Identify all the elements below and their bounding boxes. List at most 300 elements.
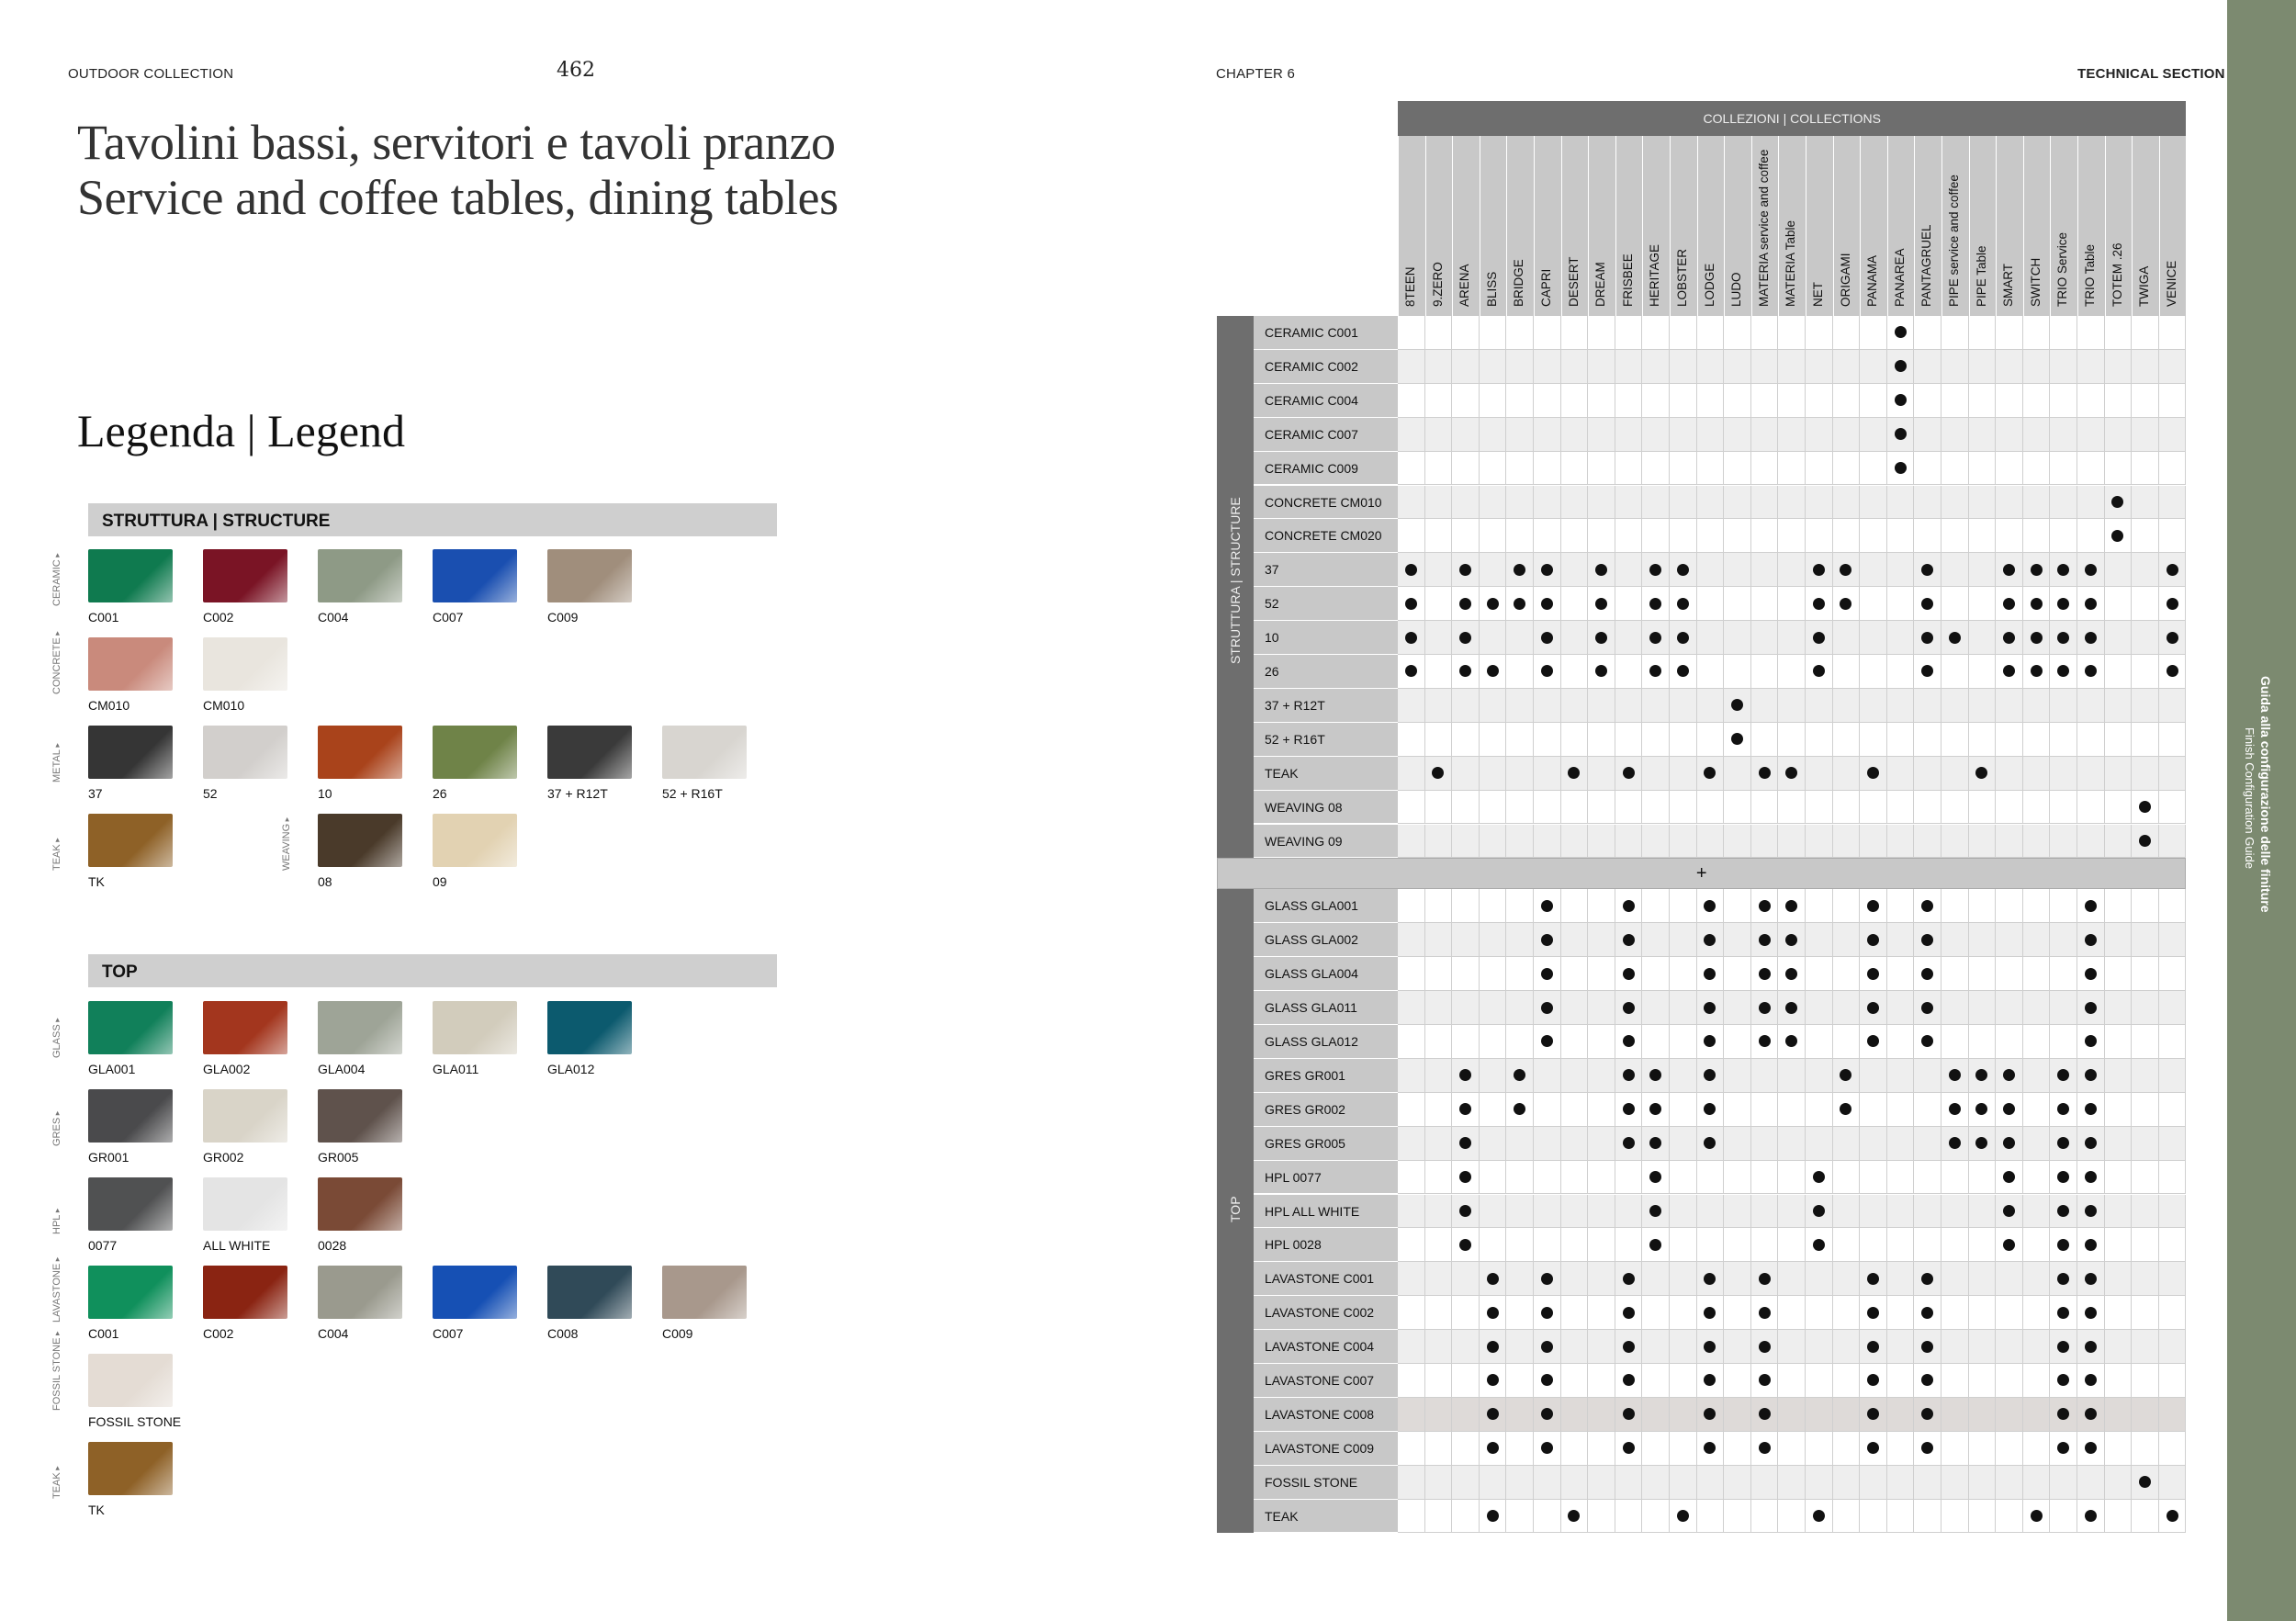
matrix-cell	[1778, 1262, 1806, 1296]
matrix-cell	[1724, 1466, 1751, 1500]
matrix-cell	[1996, 587, 2023, 621]
matrix-cell	[1833, 1296, 1861, 1330]
matrix-cell	[1452, 316, 1480, 350]
matrix-cell	[1778, 621, 1806, 655]
matrix-cell	[2023, 957, 2051, 991]
matrix-cell	[2077, 1127, 2105, 1161]
row-label: HPL ALL WHITE	[1254, 1195, 1398, 1229]
availability-dot	[1867, 1442, 1879, 1454]
matrix-cell	[1860, 1127, 1887, 1161]
availability-dot	[1759, 934, 1771, 946]
row-label: 37	[1254, 553, 1398, 587]
matrix-cell	[2077, 689, 2105, 723]
matrix-cell	[1642, 991, 1670, 1025]
matrix-cell	[1941, 1127, 1969, 1161]
matrix-cell	[1452, 1262, 1480, 1296]
matrix-cell	[1697, 621, 1725, 655]
availability-dot	[1949, 1069, 1961, 1081]
column-header	[1670, 136, 1697, 316]
availability-dot	[1704, 1035, 1716, 1047]
availability-dot	[1867, 934, 1879, 946]
swatch-label: C004	[318, 1326, 349, 1341]
matrix-cell	[1941, 553, 1969, 587]
availability-dot	[2003, 1205, 2015, 1217]
matrix-cell	[1914, 791, 1941, 825]
matrix-cell	[2077, 1296, 2105, 1330]
page-number: 462	[557, 59, 595, 82]
matrix-cell	[2050, 991, 2077, 1025]
matrix-cell	[1969, 1398, 1997, 1432]
matrix-cell	[2023, 384, 2051, 418]
matrix-cell	[1561, 923, 1589, 957]
matrix-cell	[1398, 1025, 1425, 1059]
column-label: PANTAGRUEL	[1919, 224, 1934, 307]
matrix-cell	[1588, 1296, 1615, 1330]
matrix-cell	[1969, 316, 1997, 350]
matrix-cell	[2023, 1296, 2051, 1330]
matrix-cell	[1941, 1296, 1969, 1330]
availability-dot	[1867, 968, 1879, 980]
matrix-cell	[1425, 1466, 1453, 1500]
matrix-cell	[1480, 587, 1507, 621]
matrix-cell	[1860, 1330, 1887, 1364]
availability-dot	[1704, 934, 1716, 946]
matrix-cell	[1534, 384, 1561, 418]
column-label: TOTEM .26	[2110, 242, 2124, 307]
matrix-cell	[1833, 889, 1861, 923]
matrix-cell	[1996, 825, 2023, 859]
group-label-teak: TEAK ▸	[51, 1466, 62, 1499]
matrix-cell	[1534, 991, 1561, 1025]
matrix-cell	[1914, 1025, 1941, 1059]
matrix-cell	[1996, 418, 2023, 452]
matrix-cell	[1642, 1262, 1670, 1296]
matrix-cell	[1806, 723, 1833, 757]
matrix-cell	[1615, 452, 1643, 486]
matrix-cell	[2105, 1330, 2133, 1364]
matrix-cell	[2077, 316, 2105, 350]
matrix-cell	[1778, 1025, 1806, 1059]
matrix-cell	[2077, 757, 2105, 791]
matrix-cell	[1670, 723, 1697, 757]
matrix-cell	[1697, 1195, 1725, 1229]
swatch-label: GLA001	[88, 1062, 136, 1076]
matrix-cell	[1833, 1228, 1861, 1262]
matrix-cell	[1778, 923, 1806, 957]
matrix-cell	[1751, 991, 1779, 1025]
row-label: CERAMIC C001	[1254, 316, 1398, 350]
matrix-cell	[1452, 1025, 1480, 1059]
matrix-cell	[1724, 1330, 1751, 1364]
matrix-cell	[1425, 757, 1453, 791]
matrix-cell	[1697, 825, 1725, 859]
availability-dot	[1541, 1002, 1553, 1014]
matrix-cell	[1506, 1161, 1534, 1195]
matrix-cell	[1425, 1195, 1453, 1229]
matrix-cell	[1887, 350, 1915, 384]
matrix-cell	[1425, 452, 1453, 486]
column-header	[1969, 136, 1997, 316]
matrix-cell	[2050, 689, 2077, 723]
matrix-cell	[1425, 1161, 1453, 1195]
matrix-cell	[1506, 1364, 1534, 1398]
matrix-cell	[1697, 757, 1725, 791]
availability-dot	[2003, 1137, 2015, 1149]
matrix-cell	[1452, 486, 1480, 520]
matrix-cell	[1724, 1059, 1751, 1093]
matrix-cell	[1670, 1398, 1697, 1432]
matrix-cell	[1561, 621, 1589, 655]
matrix-cell	[1670, 1466, 1697, 1500]
matrix-cell	[1806, 1228, 1833, 1262]
matrix-cell	[1615, 1195, 1643, 1229]
matrix-cell	[1887, 825, 1915, 859]
matrix-cell	[2023, 655, 2051, 689]
availability-dot	[2057, 1307, 2069, 1319]
matrix-cell	[1996, 1432, 2023, 1466]
matrix-cell	[1588, 316, 1615, 350]
matrix-cell	[2077, 1195, 2105, 1229]
matrix-cell	[1914, 1398, 1941, 1432]
matrix-cell	[2159, 723, 2187, 757]
matrix-cell	[2050, 1059, 2077, 1093]
matrix-cell	[1860, 957, 1887, 991]
availability-dot	[2057, 1273, 2069, 1285]
matrix-cell	[2077, 1228, 2105, 1262]
matrix-cell	[1887, 1127, 1915, 1161]
matrix-cell	[1425, 587, 1453, 621]
availability-dot	[1623, 1002, 1635, 1014]
matrix-cell	[1480, 1330, 1507, 1364]
matrix-cell	[2132, 791, 2159, 825]
availability-dot	[1405, 632, 1417, 644]
matrix-cell	[2077, 1262, 2105, 1296]
matrix-cell	[2105, 1262, 2133, 1296]
matrix-cell	[1425, 1025, 1453, 1059]
matrix-cell	[1778, 1228, 1806, 1262]
swatch-label: GR001	[88, 1150, 129, 1165]
matrix-cell	[1724, 1398, 1751, 1432]
matrix-cell	[1941, 957, 1969, 991]
availability-dot	[1759, 1035, 1771, 1047]
matrix-cell	[1398, 957, 1425, 991]
matrix-cell	[1561, 689, 1589, 723]
matrix-cell	[1480, 1059, 1507, 1093]
matrix-cell	[1506, 587, 1534, 621]
matrix-cell	[2105, 1161, 2133, 1195]
matrix-cell	[2050, 621, 2077, 655]
availability-dot	[1949, 632, 1961, 644]
matrix-cell	[2105, 825, 2133, 859]
availability-dot	[1649, 1069, 1661, 1081]
availability-dot	[2085, 1442, 2097, 1454]
matrix-cell	[2077, 1093, 2105, 1127]
matrix-cell	[1969, 1195, 1997, 1229]
matrix-cell	[2159, 1330, 2187, 1364]
matrix-cell	[1697, 452, 1725, 486]
matrix-cell	[2132, 1127, 2159, 1161]
matrix-cell	[2159, 757, 2187, 791]
matrix-cell	[2050, 1161, 2077, 1195]
matrix-cell	[1642, 1093, 1670, 1127]
matrix-cell	[1506, 923, 1534, 957]
swatch-label: 52 + R16T	[662, 786, 723, 801]
availability-dot	[1921, 1002, 1933, 1014]
matrix-cell	[2023, 1500, 2051, 1534]
matrix-cell	[2050, 1466, 2077, 1500]
availability-dot	[1785, 934, 1797, 946]
availability-dot	[1487, 1408, 1499, 1420]
matrix-cell	[1941, 418, 1969, 452]
matrix-cell	[1833, 723, 1861, 757]
matrix-cell	[1860, 384, 1887, 418]
matrix-cell	[1561, 587, 1589, 621]
availability-dot	[1785, 968, 1797, 980]
matrix-cell	[1724, 757, 1751, 791]
swatch	[88, 549, 173, 602]
row-label: LAVASTONE C009	[1254, 1432, 1398, 1466]
matrix-cell	[2105, 316, 2133, 350]
matrix-cell	[2105, 923, 2133, 957]
matrix-cell	[1615, 1093, 1643, 1127]
matrix-cell	[2159, 1466, 2187, 1500]
matrix-cell	[1588, 1059, 1615, 1093]
swatch-label: 08	[318, 874, 332, 889]
matrix-cell	[2105, 553, 2133, 587]
matrix-cell	[1642, 1195, 1670, 1229]
matrix-cell	[1914, 1364, 1941, 1398]
matrix-cell	[1697, 519, 1725, 553]
matrix-cell	[1425, 923, 1453, 957]
availability-dot	[1541, 564, 1553, 576]
matrix-cell	[2132, 1059, 2159, 1093]
matrix-cell	[1670, 1059, 1697, 1093]
matrix-cell	[1534, 350, 1561, 384]
matrix-cell	[1860, 1025, 1887, 1059]
matrix-cell	[1642, 1296, 1670, 1330]
matrix-cell	[2077, 1330, 2105, 1364]
matrix-cell	[1941, 1432, 1969, 1466]
matrix-cell	[1969, 1059, 1997, 1093]
matrix-cell	[2050, 553, 2077, 587]
swatch	[433, 1001, 517, 1054]
matrix-cell	[1914, 486, 1941, 520]
matrix-cell	[1969, 587, 1997, 621]
availability-dot	[1623, 1273, 1635, 1285]
row-label: WEAVING 09	[1254, 825, 1398, 859]
matrix-cell	[1425, 316, 1453, 350]
matrix-cell	[2132, 957, 2159, 991]
matrix-cell	[2050, 655, 2077, 689]
availability-dot	[1649, 564, 1661, 576]
matrix-cell	[1724, 316, 1751, 350]
matrix-cell	[1697, 1364, 1725, 1398]
matrix-cell	[1751, 452, 1779, 486]
matrix-cell	[1480, 1093, 1507, 1127]
matrix-cell	[1697, 486, 1725, 520]
matrix-cell	[2077, 384, 2105, 418]
matrix-cell	[2159, 418, 2187, 452]
matrix-cell	[1615, 1466, 1643, 1500]
availability-dot	[1704, 1273, 1716, 1285]
matrix-cell	[1969, 553, 1997, 587]
availability-dot	[1921, 934, 1933, 946]
matrix-cell	[1860, 889, 1887, 923]
matrix-cell	[1534, 957, 1561, 991]
column-header	[2159, 136, 2187, 316]
matrix-cell	[1452, 519, 1480, 553]
matrix-cell	[1398, 757, 1425, 791]
matrix-cell	[1534, 1466, 1561, 1500]
availability-dot	[1459, 598, 1471, 610]
matrix-cell	[1697, 889, 1725, 923]
matrix-cell	[1969, 486, 1997, 520]
swatch-label: GR002	[203, 1150, 244, 1165]
matrix-cell	[1969, 1330, 1997, 1364]
matrix-cell	[2159, 587, 2187, 621]
matrix-cell	[1642, 1127, 1670, 1161]
matrix-cell	[1724, 923, 1751, 957]
availability-dot	[1623, 968, 1635, 980]
matrix-cell	[1506, 1500, 1534, 1534]
matrix-cell	[1751, 316, 1779, 350]
column-header	[1724, 136, 1751, 316]
matrix-cell	[2105, 350, 2133, 384]
matrix-cell	[1806, 316, 1833, 350]
matrix-cell	[1969, 791, 1997, 825]
matrix-cell	[1615, 689, 1643, 723]
matrix-cell	[1561, 1296, 1589, 1330]
matrix-cell	[1425, 1364, 1453, 1398]
matrix-cell	[2105, 1398, 2133, 1432]
matrix-cell	[1697, 418, 1725, 452]
matrix-cell	[1833, 923, 1861, 957]
availability-dot	[1813, 1205, 1825, 1217]
matrix-cell	[2132, 1330, 2159, 1364]
availability-dot	[1921, 564, 1933, 576]
matrix-cell	[2023, 486, 2051, 520]
matrix-cell	[2105, 723, 2133, 757]
matrix-cell	[1751, 587, 1779, 621]
legend-title: Legenda | Legend	[77, 405, 406, 456]
matrix-cell	[1615, 957, 1643, 991]
row-label: LAVASTONE C004	[1254, 1330, 1398, 1364]
matrix-cell	[2105, 1296, 2133, 1330]
matrix-cell	[1398, 1161, 1425, 1195]
matrix-cell	[2132, 655, 2159, 689]
row-label: 26	[1254, 655, 1398, 689]
matrix-cell	[1969, 1296, 1997, 1330]
matrix-cell	[2159, 384, 2187, 418]
matrix-cell	[1941, 1364, 1969, 1398]
matrix-cell	[1506, 553, 1534, 587]
matrix-cell	[1615, 923, 1643, 957]
availability-dot	[1487, 1442, 1499, 1454]
matrix-cell	[2023, 621, 2051, 655]
matrix-cell	[1887, 1195, 1915, 1229]
matrix-cell	[2159, 316, 2187, 350]
matrix-cell	[2077, 519, 2105, 553]
availability-dot	[2085, 1035, 2097, 1047]
matrix-cell	[2132, 1228, 2159, 1262]
availability-dot	[2085, 1103, 2097, 1115]
matrix-cell	[1534, 1059, 1561, 1093]
matrix-cell	[1833, 418, 1861, 452]
group-label-fossil-stone: FOSSIL STONE ▸	[51, 1332, 62, 1412]
availability-dot	[2085, 1069, 2097, 1081]
matrix-cell	[1887, 889, 1915, 923]
matrix-cell	[1751, 923, 1779, 957]
matrix-cell	[1860, 519, 1887, 553]
matrix-cell	[1860, 452, 1887, 486]
matrix-cell	[1588, 1364, 1615, 1398]
matrix-cell	[1860, 689, 1887, 723]
matrix-cell	[1833, 553, 1861, 587]
matrix-cell	[2077, 486, 2105, 520]
matrix-cell	[1860, 991, 1887, 1025]
availability-dot	[2085, 1171, 2097, 1183]
matrix-cell	[1642, 553, 1670, 587]
matrix-cell	[1941, 689, 1969, 723]
matrix-cell	[1751, 1432, 1779, 1466]
matrix-cell	[1887, 991, 1915, 1025]
matrix-cell	[1969, 689, 1997, 723]
matrix-cell	[2105, 889, 2133, 923]
matrix-cell	[1670, 655, 1697, 689]
swatch	[88, 1001, 173, 1054]
matrix-cell	[1452, 791, 1480, 825]
matrix-cell	[1833, 1025, 1861, 1059]
matrix-cell	[1833, 655, 1861, 689]
matrix-cell	[1806, 587, 1833, 621]
matrix-cell	[1778, 1364, 1806, 1398]
matrix-cell	[1806, 689, 1833, 723]
matrix-cell	[1996, 1059, 2023, 1093]
matrix-cell	[1480, 316, 1507, 350]
matrix-cell	[1806, 991, 1833, 1025]
availability-dot	[2111, 530, 2123, 542]
matrix-cell	[1534, 1228, 1561, 1262]
matrix-cell	[1534, 486, 1561, 520]
matrix-cell	[1724, 723, 1751, 757]
swatch	[88, 726, 173, 779]
row-label: 52	[1254, 587, 1398, 621]
availability-dot	[1432, 767, 1444, 779]
matrix-cell	[2159, 621, 2187, 655]
availability-dot	[1867, 1035, 1879, 1047]
matrix-cell	[1860, 1161, 1887, 1195]
column-header	[1506, 136, 1534, 316]
matrix-cell	[1969, 889, 1997, 923]
swatch	[88, 637, 173, 691]
column-label: TRIO Service	[2055, 231, 2070, 307]
matrix-cell	[2159, 486, 2187, 520]
matrix-cell	[1615, 1296, 1643, 1330]
matrix-cell	[2132, 316, 2159, 350]
matrix-cell	[2023, 519, 2051, 553]
column-header	[1534, 136, 1561, 316]
matrix-cell	[1398, 825, 1425, 859]
swatch	[318, 814, 402, 867]
matrix-cell	[1996, 1093, 2023, 1127]
matrix-cell	[1615, 1364, 1643, 1398]
matrix-cell	[1697, 350, 1725, 384]
swatch-label: C009	[662, 1326, 693, 1341]
matrix-cell	[1425, 1228, 1453, 1262]
matrix-cell	[1806, 1127, 1833, 1161]
matrix-cell	[1642, 1466, 1670, 1500]
matrix-cell	[1561, 452, 1589, 486]
